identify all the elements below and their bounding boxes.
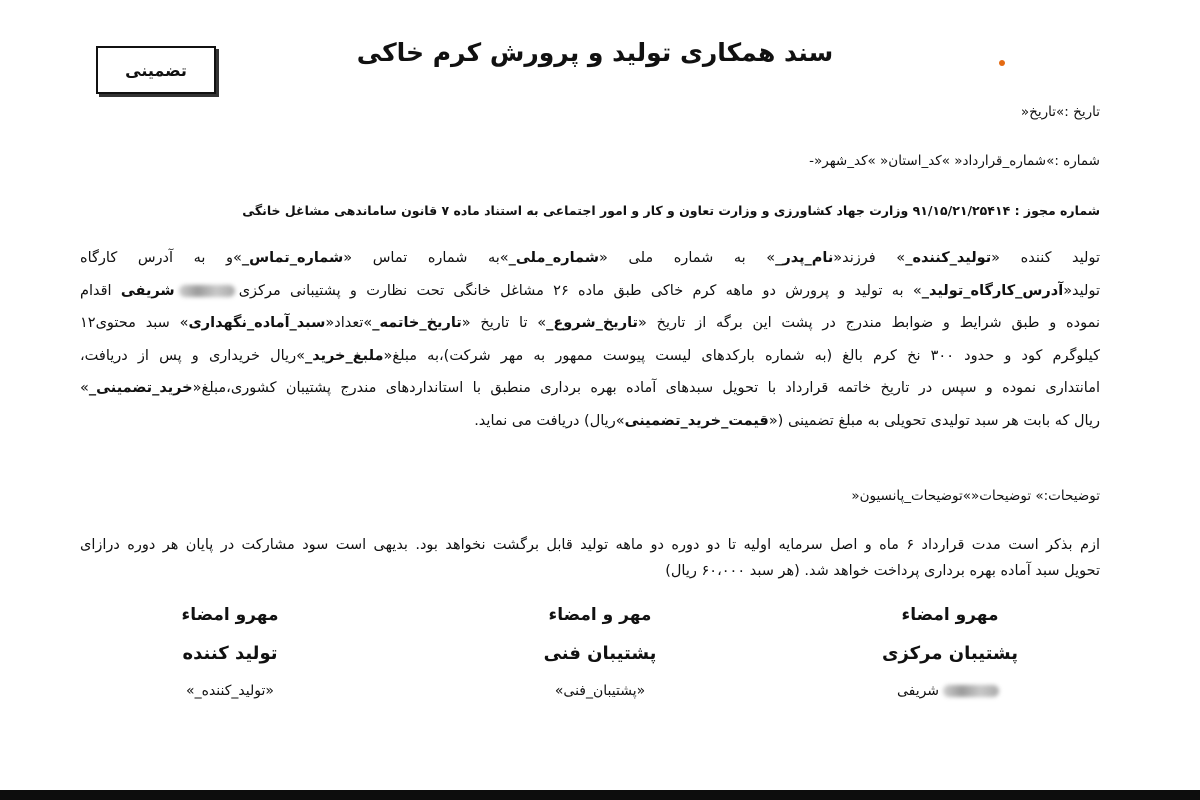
body-row-6: ریال که بابت هر سبد تولیدی تحویلی به مبلغ تضمینی («قیمت_خرید_تضمینی»ریال) دریافت می نماید. — [474, 412, 1100, 429]
role-label: تولید کننده — [182, 643, 278, 664]
guaranteed-badge: تضمینی — [96, 46, 216, 94]
seal-label: مهرو امضاء — [181, 605, 279, 625]
body-row-2: تولید«آدرس_کارگاه_تولید_» به تولید و پرورش دو ماهه کرم خاکی طبق ماده ۲۶ مشاغل خانگی تحت نظارت و پشتیبانی مرکزیشریفی اقدام — [80, 282, 1100, 299]
notes-line: توضیحات:» توضیحات«»توضیحات_پانسیون« — [851, 488, 1100, 504]
seal-label: مهرو امضاء — [901, 605, 999, 625]
footer-line-2: تحویل سبد آماده بهره برداری پرداخت خواهد شد. (هر سبد ۶۰،۰۰۰ ریال) — [665, 563, 1100, 579]
contract-body — [80, 242, 1100, 437]
redacted-name — [179, 285, 235, 297]
signature-central — [830, 605, 1070, 699]
permit-text: ۹۱/۱۵/۲۱/۲۵۴۱۴ وزارت جهاد کشاورزی و وزارت تعاون و کار و امور اجتماعی به استناد ماده ۷ قانون ساماندهی مشاغل خانگی — [242, 203, 1011, 218]
body-row-4: کیلوگرم کود و حدود ۳۰۰ نخ کرم بالغ (به شماره بارکدهای لیست پیوست ممهور به مهر شرکت)،به مبلغ«ملبغ_خرید_»ریال خریداری و پس از دریافت، — [80, 347, 1100, 364]
footer-note — [80, 532, 1100, 584]
signer-name: «تولید_کننده_» — [186, 683, 274, 699]
signer-name: شریفی — [830, 683, 1070, 699]
signer-name: «پشتیبان_فنی» — [554, 683, 646, 699]
role-label: پشتیبان مرکزی — [881, 643, 1018, 664]
body-row-1: تولید کننده «تولید_کننده_» فرزند«نام_پدر_» به شماره ملی «شماره_ملی_»به شماره تماس «شماره_تماس_»و به آدرس کارگاه — [80, 250, 1100, 266]
body-row-3: نموده و طبق شرایط و ضوابط مندرج در پشت این برگه از تاریخ «تاریخ_شروع_» تا تاریخ «تاریخ_خاتمه_»تعداد«سبد_آماده_نگهداری» سبد محتوی۱۲ — [80, 315, 1100, 331]
contract-number-line: شماره :»شماره_قرارداد« »کد_استان« »کد_شهر«- — [809, 153, 1100, 169]
seal-label: مهر و امضاء — [548, 605, 652, 625]
role-label: پشتیبان فنی — [543, 643, 657, 664]
permit-label: شماره مجوز : — [1014, 203, 1100, 218]
bottom-edge-bar — [0, 790, 1200, 800]
footer-line-1: ازم بذکر است مدت قرارداد ۶ ماه و اصل سرمایه اولیه تا دو دوره دو ماهه تولید قابل برگشت نخواهد بود. بدیهی است سود مشارکت در پایان هر دوره درازای — [80, 537, 1100, 553]
signature-producer — [110, 605, 350, 699]
body-row-5: امانتداری نموده و سپس در تاریخ خاتمه قرارداد با تحویل سبدهای آماده بهره برداری منطبق با استانداردهای مندرج پشتیبان کشوری،مبلغ«خرید_تضمینی_» — [80, 380, 1100, 396]
orange-dot-mark — [999, 60, 1005, 66]
date-line: تاریخ :»تاریخ« — [1020, 104, 1100, 120]
document-title: سند همکاری تولید و پرورش کرم خاکی — [356, 38, 834, 67]
permit-line — [242, 203, 1100, 218]
redacted-name — [943, 685, 999, 697]
signature-technical — [480, 605, 720, 699]
